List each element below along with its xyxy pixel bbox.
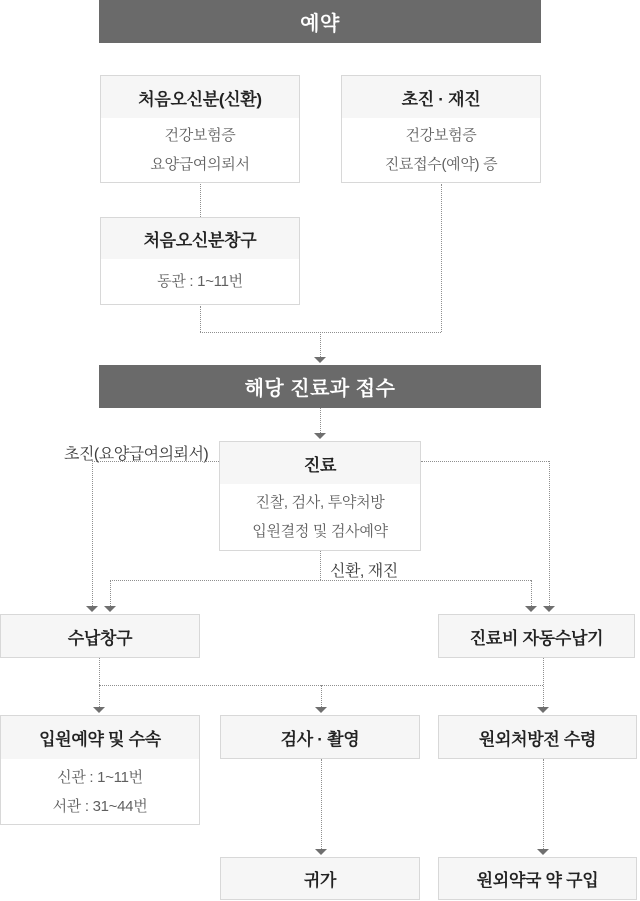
connector [110,580,111,606]
node-exam-imaging [220,715,420,759]
node-pharmacy-purchase [438,857,637,900]
department-reception-band-label: 해당 진료과 접수 [244,378,396,400]
reservation-band [99,0,541,43]
node-line: 신관 : 1~11번 [57,768,143,786]
node-payment-counter [0,614,200,658]
node-treatment [219,441,421,551]
arrow-down-icon [537,707,549,713]
connector [543,658,544,707]
connector [441,184,442,332]
node-first-visit-counter [100,217,300,305]
node-first-visit-title: 처음오신분(신환) [101,76,299,118]
node-return-home-title: 귀가 [303,871,337,890]
node-line: 진찰, 검사, 투약처방 [255,494,385,511]
node-line: 진료접수(예약) 증 [384,156,498,173]
arrow-down-icon [525,606,537,612]
connector [92,461,93,606]
arrow-down-icon [314,357,326,363]
node-pharmacy-purchase-title: 원외약국 약 구입 [476,871,599,890]
connector [92,461,219,462]
connector [531,580,532,606]
department-reception-band [99,365,541,408]
arrow-down-icon [543,606,555,612]
node-admission-title: 입원예약 및 수속 [1,716,199,759]
node-first-visit-counter-body [101,259,299,304]
arrow-down-icon [315,849,327,855]
connector [200,184,201,217]
arrow-down-icon [314,433,326,439]
node-return-home [220,857,420,900]
node-treatment-body [220,484,420,550]
reservation-band-label: 예약 [300,13,340,35]
node-first-revisit-title: 초진 · 재진 [342,76,540,118]
node-line: 동관 : 1~11번 [157,273,243,290]
node-auto-payment-kiosk-title: 진료비 자동수납기 [469,628,604,648]
connector [321,685,322,707]
node-first-revisit [341,75,541,183]
arrow-down-icon [537,849,549,855]
node-payment-counter-title: 수납창구 [67,628,133,648]
node-first-revisit-body [342,118,540,182]
connector [421,461,549,462]
node-treatment-title: 진료 [220,442,420,484]
node-line: 서관 : 31~44번 [52,797,148,815]
arrow-down-icon [86,606,98,612]
edge-label-first-exam: 초진(요양급여의뢰서) [64,446,209,463]
node-admission-body [1,759,199,824]
arrow-down-icon [104,606,116,612]
node-first-visit-counter-title: 처음오신분창구 [101,218,299,259]
connector [543,759,544,849]
connector [321,759,322,849]
node-first-visit-body [101,118,299,182]
node-prescription-receipt-title: 원외처방전 수령 [478,729,597,749]
node-first-visit [100,75,300,183]
connector [320,408,321,433]
arrow-down-icon [93,707,105,713]
node-prescription-receipt [438,715,637,759]
edge-label-new-and-revisit: 신환, 재진 [330,563,398,580]
node-line: 건강보험증 [164,127,236,144]
connector [110,580,531,581]
node-line: 입원결정 및 검사예약 [252,523,388,540]
node-admission [0,715,200,825]
connector [200,306,201,332]
node-exam-imaging-title: 검사 · 촬영 [280,729,360,749]
connector [549,461,550,606]
arrow-down-icon [315,707,327,713]
connector [99,658,100,707]
connector [320,551,321,580]
node-line: 요양급여의뢰서 [150,156,250,173]
connector [320,332,321,357]
node-line: 건강보험증 [405,127,477,144]
node-auto-payment-kiosk [438,614,635,658]
